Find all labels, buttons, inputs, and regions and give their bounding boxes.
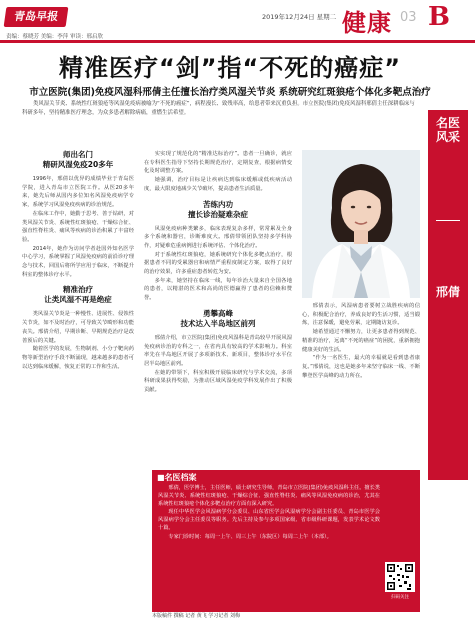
byline-footer: 本版稿件 撰稿 记者 黄飞 学习记者 刘梅 [152,613,240,619]
lead-paragraph: 类风湿关节炎、系统性红斑狼疮等风湿免疫病被喻为“不死的癌症”，病程漫长、致残率高，给患者带来沉重负担。市立医院(集团)免疫风湿科邢倩主任深耕临床与科研多年，坚持精准医疗理念，为众多患者解除病痛，重燃生活希望。 [22,101,415,117]
side-tab-divider [436,220,460,221]
side-tab-name: 邢倩 [435,285,460,299]
paragraph: 邢倩介绍，市立医院(集团)免疫风湿科是青岛较早开展风湿免疫病诊治的专科之一，在省内具有较高的学术影响力。科室率先在半岛地区开展了多项新技术、新项目，整体诊疗水平位居半岛地区前列。 [144,334,292,367]
paragraph: 类风湿关节炎是一种慢性、进展性、侵蚀性关节炎，如不及时治疗，可导致关节畸形和功能丧失。邢倩介绍，早期诊断、早期规范治疗是改善预后的关键。 [22,311,134,344]
paragraph: 随着医学的发展，生物制剂、小分子靶向药物等新型治疗手段不断涌现，越来越多的患者可以达到临床缓解，恢复正常的工作和生活。 [22,346,134,370]
paragraph: 邢倩，医学博士，主任医师，硕士研究生导师，青岛市立医院(集团)免疫风湿科主任。擅长类风湿关节炎、系统性红斑狼疮、干燥综合征、强直性脊柱炎、痛风等风湿免疫病的诊治，尤其在系统性红斑狼疮个体化多靶点治疗方面有深入研究。 [158,485,380,508]
section-heading: 精准治疗 让类风湿不再是绝症 [44,285,112,305]
editor-credits: 责编：蔡晓芳 美编：李萍 审读：邢启欣 [6,34,103,40]
article-column-1 [22,150,134,371]
page-number: 03 [400,10,417,25]
paragraph: 她希望通过不懈努力，让更多患者得到规范、精准的治疗，远离“不死的癌症”的困扰，重新拥抱健康美好的生活。 [302,329,420,353]
header-divider [0,40,475,43]
qr-caption: 扫码关注 [391,595,409,600]
paragraph: 在临床工作中，她勤于思考、善于钻研，对类风湿关节炎、系统性红斑狼疮、干燥综合征、强直性脊柱炎、痛风等疾病的诊治积累了丰富经验。 [22,210,134,243]
paragraph: 现任中华医学会风湿病学分会委员、山东省医学会风湿病学分会副主任委员、青岛市医学会风湿病学分会主任委员等职务。先后主持及参与多项国家级、省市级科研课题，发表学术论文数十篇。 [158,509,380,532]
paragraph: 专家门诊时间：每周一上午、周三上午（东院区）每周二上午（本部）。 [168,533,332,540]
doctor-portrait-photo [302,150,420,298]
paragraph: 邢倩表示，风湿病患者要树立战胜疾病的信心，积极配合治疗，养成良好的生活习惯，适当锻炼，注意保暖，避免劳累，定期随访复诊。 [302,303,420,327]
paragraph: 实实现了规范化的“精准达标治疗”。患者一旦确诊，就应在专科医生指导下坚持长期规范治疗，定期复查，根据病情变化及时调整方案。 [144,151,292,175]
issue-date: 2019年12月24日 星期二 [262,13,337,21]
profile-body [158,484,380,541]
paragraph: 她强调，治疗目标是让疾病达到临床缓解或低疾病活动度，最大限度地减少关节破坏，提高患者生活质量。 [144,177,292,192]
paragraph: 2014年，她作为访问学者赴国外知名医学中心学习，系统掌握了风湿免疫病的前沿诊疗理念与技术，回国后将所学应用于临床，不断提升科室的整体诊疗水平。 [22,245,134,278]
profile-title: ■名医档案 [157,473,197,482]
paragraph: 对于系统性红斑狼疮，她系统研究个体化多靶点治疗，根据患者不同的受累器官和病情严重程度制定方案，取得了良好的治疗效果，许多重症患者转危为安。 [144,251,292,276]
column-side-tab [428,110,468,480]
paragraph: 多年来，她坚持在临床一线，每年诊治大量来自全国各地的患者，以精湛的医术和高尚的医德赢得了患者的信赖和赞誉。 [144,277,292,302]
paragraph: “作为一名医生，最大的幸福就是看到患者康复。”邢倩说，这也是她多年来坚守临床一线、不断攀登医学高峰的动力所在。 [302,355,420,379]
article-column-2 [144,150,292,395]
section-heading: 苦练内功 擅长诊治疑难杂症 [188,199,248,219]
qr-code [385,562,415,592]
section-title: 健康 [342,9,392,37]
side-tab-title: 名医风采 [435,116,460,144]
subheadline: 市立医院(集团)免疫风湿科邢倩主任擅长治疗类风湿关节炎 系统研究红斑狼疮个体化多靶点治疗 [29,87,431,98]
page-header [0,0,475,40]
newspaper-logo: 青岛早报 [4,7,69,27]
section-heading: 师出名门 精研风湿免疫20多年 [42,150,114,169]
paragraph: 风湿免疫病种类繁多，临床表现复杂多样，常常累及全身多个系统和器官，诊断难度大。邢倩带领团队坚持多学科协作，对疑难危重病例进行系统评估、个体化治疗。 [144,225,292,249]
page-letter: B [428,2,450,32]
section-heading: 勇攀高峰 技术达入半岛地区前列 [180,308,256,328]
headline: 精准医疗“剑”指“不死的癌症” [58,54,402,82]
paragraph: 1996年，邢倩以优异的成绩毕业于青岛医学院，进入青岛市立医院工作。从医20多年来，她先后师从国内多位知名风湿免疫病学专家，系统学习风湿免疫疾病的诊治规范。 [22,176,134,209]
article-column-3 [302,302,420,380]
doctor-profile-box [152,470,420,612]
paragraph: 在她的带领下，科室积极开展临床研究与学术交流，多项科研成果获得奖励，为推动区域风湿免疫学科发展作出了积极贡献。 [144,369,292,394]
